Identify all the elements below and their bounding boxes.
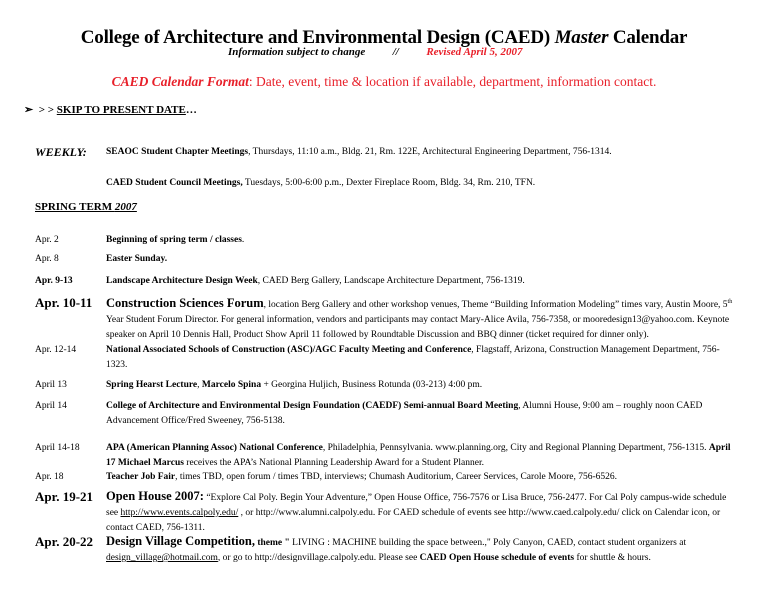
title-text-end: Calendar (608, 27, 688, 48)
bold-text: Beginning of spring term / classes (106, 235, 242, 245)
skip-link-line (24, 103, 197, 116)
event-description (106, 295, 736, 343)
bold-text: theme " (254, 538, 290, 548)
skip-ellipsis: … (185, 104, 197, 116)
bold-text: CAED Open House schedule of events (419, 553, 575, 563)
term-heading (35, 201, 137, 213)
bold-text: Marcelo Spina (201, 380, 262, 390)
text: LIVING : MACHINE building the space between.," Poly Canyon, CAED, contact student organizers at (289, 538, 687, 548)
text: , times TBD, open forum / times TBD, interviews; Chumash Auditorium, Career Services, Carole Moore, 756-6526. (175, 472, 618, 482)
event-description (106, 470, 736, 485)
event-description (106, 534, 736, 566)
event-description (106, 233, 736, 248)
event-description (106, 378, 736, 393)
event-date: Apr. 19-21 (35, 489, 94, 504)
event-description (106, 489, 736, 536)
text: , Alumni House, 9:00 am – roughly noon CAED Advancement Office/Fred Sweeney, 756-5138. (106, 401, 703, 426)
bold-text: Landscape Architecture Design Week (106, 276, 258, 286)
bold-text: National Associated Schools of Construction (ASC)/AGC Faculty Meeting and Conference (106, 345, 472, 355)
event-date: Apr. 9-13 (35, 276, 73, 286)
text: th (727, 299, 733, 305)
weekly-item-description (106, 176, 736, 191)
subtitle (228, 46, 522, 58)
text: , or http://www.alumni.calpoly.edu. For CAED schedule of events see http://www.caed.calpoly.edu/ click on Calendar icon, or contact CAED, 756-1311. (106, 508, 721, 533)
event-date: Apr. 8 (35, 254, 59, 264)
weekly-item-description (106, 145, 736, 160)
link[interactable]: http://www.events.calpoly.edu/ (120, 508, 239, 518)
event-date: April 13 (35, 380, 67, 390)
skip-arrows: > > (33, 104, 57, 116)
bold-text: Construction Sciences Forum (106, 296, 264, 311)
bold-text: April 17 Michael Marcus (106, 443, 731, 468)
text: , Philadelphia, Pennsylvania. www.planning.org, City and Regional Planning Department, 756-1315. (322, 443, 709, 453)
event-description (106, 274, 736, 289)
term-year: 2007 (114, 201, 137, 213)
term-label: SPRING TERM (35, 201, 115, 213)
arrow-bullet-icon: ➢ (24, 104, 34, 116)
revision-date: Revised April 5, 2007 (426, 46, 523, 58)
calendar-format-note (0, 74, 768, 90)
text: for shuttle & hours. (574, 553, 651, 563)
event-description (106, 441, 736, 471)
format-text: : Date, event, time & location if available, department, information contact. (248, 74, 657, 89)
skip-to-present-date-link[interactable]: SKIP TO PRESENT DATE (56, 104, 186, 116)
bold-text: Spring Hearst Lecture (106, 380, 198, 390)
subtitle-note: Information subject to change // (228, 46, 427, 58)
event-date: Apr. 10-11 (35, 295, 93, 310)
bold-text: CAED Student Council Meetings, (106, 178, 243, 188)
text: “Explore Cal Poly. Begin Your Adventure,” Open House Office, 756-7576 or Lisa Bruce, 756-2477. For Cal Poly campus-wide schedule see (106, 493, 727, 518)
text: , Flagstaff, Arizona, Construction Management Department, 756-1323. (106, 345, 720, 370)
bold-text: College of Architecture and Environmental Design Foundation (CAEDF) Semi-annual Board Meeting (106, 401, 519, 411)
title-text: College of Architecture and Environmental Design (CAED) (80, 27, 555, 48)
weekly-label: WEEKLY: (35, 145, 87, 159)
event-description (106, 252, 736, 267)
text: , location Berg Gallery and other workshop venues, Theme “Building Information Modeling” times vary, Austin Moore, 5 (263, 300, 728, 311)
event-date: Apr. 20-22 (35, 534, 94, 549)
event-description (106, 343, 736, 373)
bold-text: Easter Sunday. (106, 254, 168, 264)
text: , or go to http://designvillage.calpoly.edu. Please see (217, 553, 420, 563)
link[interactable]: design_village@hotmail.com (106, 553, 218, 563)
event-date: April 14-18 (35, 443, 80, 453)
text: . (241, 235, 245, 245)
event-date: Apr. 12-14 (35, 345, 77, 355)
bold-text: Teacher Job Fair (106, 472, 176, 482)
event-date: April 14 (35, 401, 67, 411)
text: receives the APA’s National Planning Leadership Award for a Student Planner. (183, 458, 485, 468)
format-label: CAED Calendar Format (111, 74, 249, 89)
text: + Georgina Huljich, Business Rotunda (03-213) 4:00 pm. (261, 380, 483, 390)
event-date: Apr. 2 (35, 235, 59, 245)
event-description (106, 399, 736, 429)
bold-text: Design Village Competition, (106, 534, 255, 548)
bold-text: SEAOC Student Chapter Meetings (106, 147, 249, 157)
text: Tuesdays, 5:00-6:00 p.m., Dexter Fireplace Room, Bldg. 34, Rm. 210, TFN. (242, 178, 536, 188)
title-emphasis: Master (554, 27, 609, 48)
text: , (197, 380, 202, 390)
bold-text: APA (American Planning Assoc) National Conference (106, 443, 323, 453)
text: , CAED Berg Gallery, Landscape Architecture Department, 756-1319. (257, 276, 525, 286)
text: , Thursdays, 11:10 a.m., Bldg. 21, Rm. 122E, Architectural Engineering Department, 756-1314. (248, 147, 612, 157)
text: Year Student Forum Director. For general information, vendors and participants may contact Mary-Alice Avila, 756-7358, or mooredesign13@yahoo.com. Keynote speaker on April 10 Dennis Hall, Product Show April 11 followed by Roundtable Discussion and BBQ dinner (ticket required for dinner only). (106, 315, 730, 341)
bold-text: Open House 2007: (106, 489, 204, 503)
event-date: Apr. 18 (35, 472, 64, 482)
